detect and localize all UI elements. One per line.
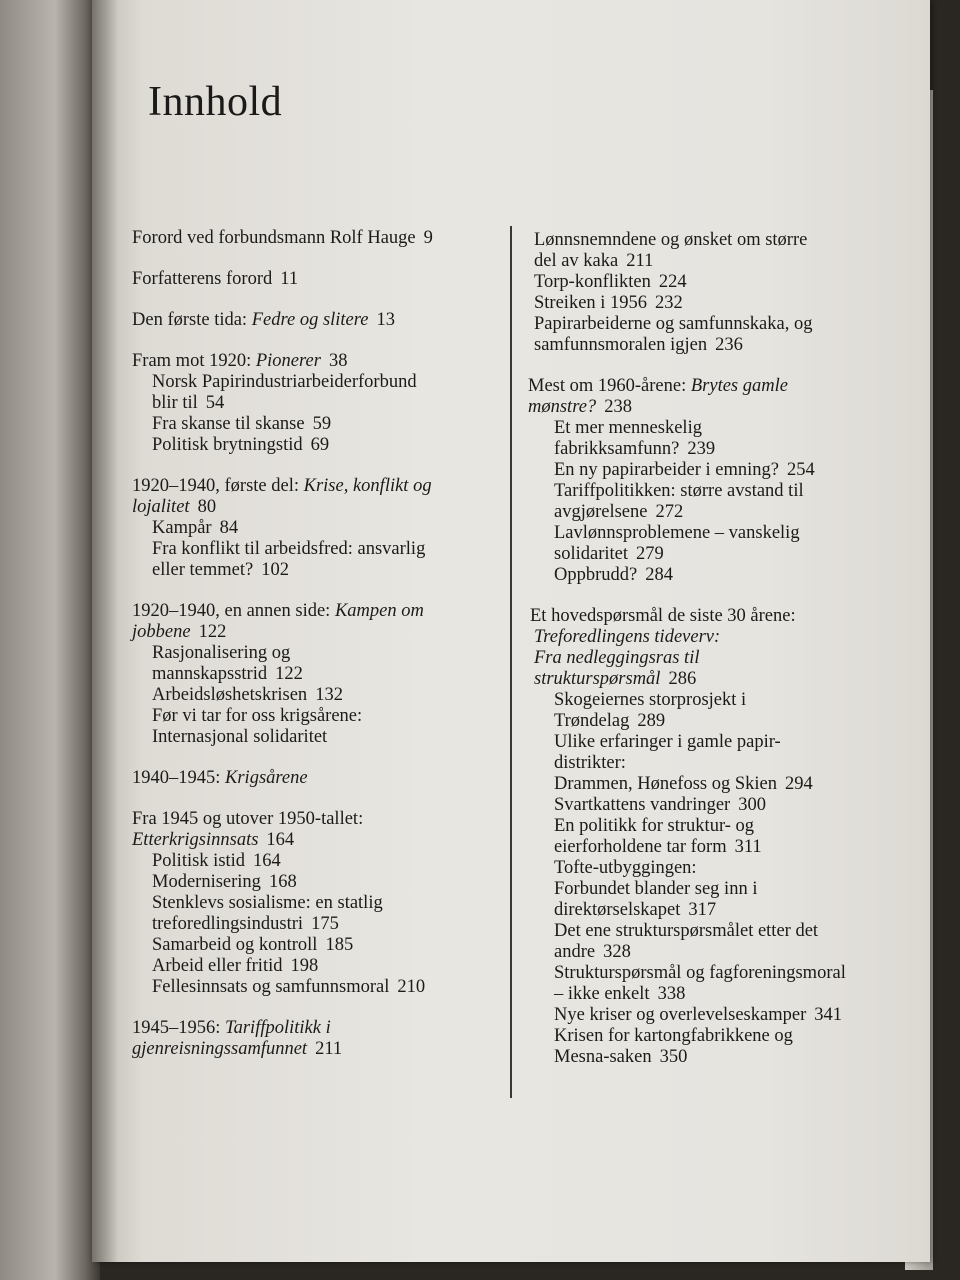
toc-subentry: Oppbrudd? 284 <box>554 565 673 585</box>
toc-subentry: En politikk for struktur- og <box>554 816 755 836</box>
toc-subentry: Strukturspørsmål og fagforeningsmoral <box>554 963 846 983</box>
toc-entry: 1940–1945: Krigsårene <box>132 768 308 788</box>
toc-subentry: eierforholdene tar form 311 <box>554 837 762 857</box>
toc-subentry: Internasjonal solidaritet <box>152 727 328 747</box>
toc-subentry: Torp-konflikten 224 <box>534 272 687 292</box>
toc-subentry: distrikter: <box>554 753 626 773</box>
toc-subentry: Drammen, Hønefoss og Skien 294 <box>554 774 813 794</box>
toc-entry: 1945–1956: Tariffpolitikk i <box>132 1018 331 1038</box>
toc-subentry: Arbeid eller fritid 198 <box>152 956 319 976</box>
toc-right-column <box>528 230 894 1068</box>
toc-subentry: Kampår 84 <box>152 518 239 538</box>
toc-subentry: avgjørelsene 272 <box>554 502 684 522</box>
toc-subentry: Det ene strukturspørsmålet etter det <box>554 921 819 941</box>
toc-subentry: Krisen for kartongfabrikkene og <box>554 1026 793 1046</box>
page-title: Innhold <box>148 79 283 125</box>
toc-subentry: Mesna-saken 350 <box>554 1047 688 1067</box>
toc-entry: Mest om 1960-årene: Brytes gamle <box>528 376 788 396</box>
column-divider <box>510 226 512 1098</box>
toc-entry-cont: gjenreisningssamfunnet 211 <box>132 1039 343 1059</box>
toc-entry-cont: Fra nedleggingsras til <box>534 648 700 668</box>
toc-entry: Et hovedspørsmål de siste 30 årene: <box>530 606 796 626</box>
toc-subentry: Rasjonalisering og <box>152 643 291 663</box>
toc-subentry: Nye kriser og overlevelseskamper 341 <box>554 1005 842 1025</box>
toc-entry: Fra 1945 og utover 1950-tallet: <box>132 809 364 829</box>
toc-left-column <box>132 228 497 1060</box>
toc-subentry: Svartkattens vandringer 300 <box>554 795 766 815</box>
toc-subentry: Politisk brytningstid 69 <box>152 435 330 455</box>
toc-subentry: Fra konflikt til arbeidsfred: ansvarlig <box>152 539 426 559</box>
toc-subentry: Skogeiernes storprosjekt i <box>554 690 747 710</box>
toc-subentry: Trøndelag 289 <box>554 711 666 731</box>
toc-subentry: Før vi tar for oss krigsårene: <box>152 706 363 726</box>
toc-entry-cont: lojalitet 80 <box>132 497 217 517</box>
toc-subentry: Lavlønnsproblemene – vanskelig <box>554 523 800 543</box>
toc-subentry: – ikke enkelt 338 <box>554 984 686 1004</box>
toc-subentry: blir til 54 <box>152 393 225 413</box>
toc-subentry: Norsk Papirindustriarbeiderforbund <box>152 372 417 392</box>
toc-subentry: Stenklevs sosialisme: en statlig <box>152 893 383 913</box>
toc-entry: Forord ved forbundsmann Rolf Hauge 9 <box>132 228 433 248</box>
toc-subentry: Tofte-utbyggingen: <box>554 858 697 878</box>
toc-subentry: samfunnsmoralen igjen 236 <box>534 335 743 355</box>
toc-subentry: Arbeidsløshetskrisen 132 <box>152 685 343 705</box>
toc-entry: Forfatterens forord 11 <box>132 269 299 289</box>
toc-subentry: Modernisering 168 <box>152 872 297 892</box>
toc-subentry: Papirarbeiderne og samfunnskaka, og <box>534 314 813 334</box>
left-page-edge <box>0 0 100 1280</box>
toc-subentry: Streiken i 1956 232 <box>534 293 683 313</box>
toc-entry-cont: Treforedlingens tideverv: <box>534 627 721 647</box>
toc-entry-cont: mønstre? 238 <box>528 397 632 417</box>
toc-subentry: treforedlingsindustri 175 <box>152 914 339 934</box>
toc-subentry: Forbundet blander seg inn i <box>554 879 758 899</box>
toc-subentry: solidaritet 279 <box>554 544 664 564</box>
toc-entry: 1920–1940, første del: Krise, konflikt og <box>132 476 432 496</box>
toc-subentry: eller temmet? 102 <box>152 560 289 580</box>
toc-entry: Fram mot 1920: Pionerer 38 <box>132 351 348 371</box>
toc-subentry: direktørselskapet 317 <box>554 900 717 920</box>
toc-subentry: Fra skanse til skanse 59 <box>152 414 332 434</box>
toc-entry: Den første tida: Fedre og slitere 13 <box>132 310 395 330</box>
toc-entry-cont: jobbene 122 <box>132 622 227 642</box>
toc-entry-cont: strukturspørsmål 286 <box>534 669 697 689</box>
toc-subentry: En ny papirarbeider i emning? 254 <box>554 460 815 480</box>
toc-entry-cont: Etterkrigsinnsats 164 <box>132 830 295 850</box>
toc-subentry: Samarbeid og kontroll 185 <box>152 935 354 955</box>
toc-subentry: mannskapsstrid 122 <box>152 664 303 684</box>
spine-shadow <box>92 0 118 1262</box>
toc-subentry: Politisk istid 164 <box>152 851 281 871</box>
toc-subentry: fabrikksamfunn? 239 <box>554 439 716 459</box>
toc-entry: 1920–1940, en annen side: Kampen om <box>132 601 424 621</box>
toc-subentry: Et mer menneskelig <box>554 418 702 438</box>
toc-subentry: Fellesinnsats og samfunnsmoral 210 <box>152 977 426 997</box>
toc-subentry: del av kaka 211 <box>534 251 654 271</box>
toc-subentry: Lønnsnemndene og ønsket om større <box>534 230 808 250</box>
toc-subentry: andre 328 <box>554 942 631 962</box>
toc-subentry: Tariffpolitikken: større avstand til <box>554 481 804 501</box>
toc-subentry: Ulike erfaringer i gamle papir- <box>554 732 781 752</box>
